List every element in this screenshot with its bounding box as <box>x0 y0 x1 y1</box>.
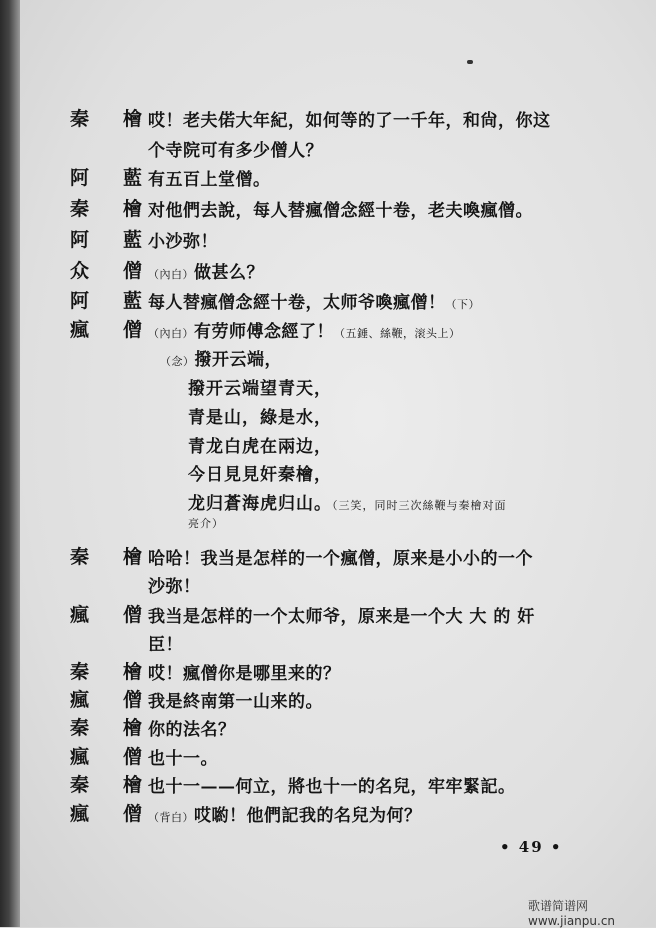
speaker-name: 瘋 僧 <box>70 319 142 341</box>
dialogue-text <box>148 288 480 313</box>
continuation-text: 个寺院可有多少僧人？ <box>148 141 323 161</box>
dialogue-text: 哎！老夫偌大年紀，如何等的了一千年，和尙，你这 <box>148 111 551 131</box>
book-page <box>20 0 656 927</box>
continuation-text: 臣！ <box>148 635 183 655</box>
speaker-name: 秦 檜 <box>70 661 142 683</box>
speaker-name: 秦 檜 <box>70 717 142 739</box>
site-watermark: 歌谱简谱网 www.jianpu.cn <box>528 899 616 928</box>
dialogue-text: 我是終南第一山来的。 <box>148 692 323 712</box>
verse-text: 青是山，綠是水， <box>188 408 332 428</box>
recitation-mark: （念） <box>160 355 195 368</box>
dialogue-text <box>148 258 264 283</box>
stage-aside: （背白） <box>148 811 194 824</box>
speaker-name: 瘋 僧 <box>70 604 142 626</box>
verse-text: 今日見見奸秦檜， <box>188 465 332 485</box>
speaker-name: 瘋 僧 <box>70 803 142 825</box>
recitation-text <box>160 345 282 370</box>
page-number: • 49 • <box>500 838 563 856</box>
speaker-name: 阿 藍 <box>70 229 142 251</box>
dialogue-text: 有五百上堂僧。 <box>148 170 271 190</box>
dialogue-text: 哎！瘋僧你是哪里来的？ <box>148 664 341 684</box>
dialogue-text: 也十一——何立，將也十一的名兒，牢牢緊記。 <box>148 777 516 797</box>
dialogue-text: 小沙弥！ <box>148 232 218 252</box>
stage-aside: （內白） <box>148 327 194 340</box>
spoken-text: 每人替瘋僧念經十卷，太师爷喚瘋僧！ <box>148 293 446 313</box>
spoken-text: 龙归蒼海虎归山。 <box>188 494 332 514</box>
stage-direction: （五錘、絲鞭，滚头上） <box>334 327 461 340</box>
verse-text <box>188 489 507 514</box>
spoken-text: 撥开云端， <box>194 350 282 370</box>
ink-speck <box>467 60 473 64</box>
dialogue-text: 对他們去說，每人替瘋僧念經十卷，老夫喚瘋僧。 <box>148 201 533 221</box>
stage-direction: （下） <box>445 298 480 311</box>
spoken-text: 有劳师傅念經了！ <box>194 322 334 342</box>
speaker-name: 众 僧 <box>70 260 142 282</box>
spoken-text: 哎喲！他們記我的名兒为何？ <box>194 806 422 826</box>
speaker-name: 秦 檜 <box>70 108 142 130</box>
dialogue-text: 也十一。 <box>148 749 218 769</box>
continuation-text: 沙弥！ <box>148 577 201 597</box>
verse-text: 撥开云端望青天， <box>188 379 332 399</box>
stage-direction: 亮介） <box>188 517 224 530</box>
speaker-name: 瘋 僧 <box>70 746 142 768</box>
speaker-name: 秦 檜 <box>70 198 142 220</box>
speaker-name: 秦 檜 <box>70 546 142 568</box>
speaker-name: 阿 藍 <box>70 290 142 312</box>
dialogue-text: 你的法名？ <box>148 720 236 740</box>
dialogue-text <box>148 801 422 826</box>
speaker-name: 瘋 僧 <box>70 689 142 711</box>
book-binding-shadow <box>0 0 20 927</box>
dialogue-text <box>148 317 461 342</box>
spoken-text: 做甚么？ <box>194 263 264 283</box>
stage-aside: （內白） <box>148 268 194 281</box>
dialogue-text: 哈哈！我当是怎样的一个瘋僧，原来是小小的一个 <box>148 549 533 569</box>
verse-text: 青龙白虎在兩边， <box>188 437 332 457</box>
speaker-name: 秦 檜 <box>70 774 142 796</box>
speaker-name: 阿 藍 <box>70 167 142 189</box>
stage-direction: （三笑，同时三次絲鞭与秦檜对面 <box>332 499 507 512</box>
dialogue-text: 我当是怎样的一个太师爷，原来是一个大 大 的 奸 <box>148 607 535 627</box>
